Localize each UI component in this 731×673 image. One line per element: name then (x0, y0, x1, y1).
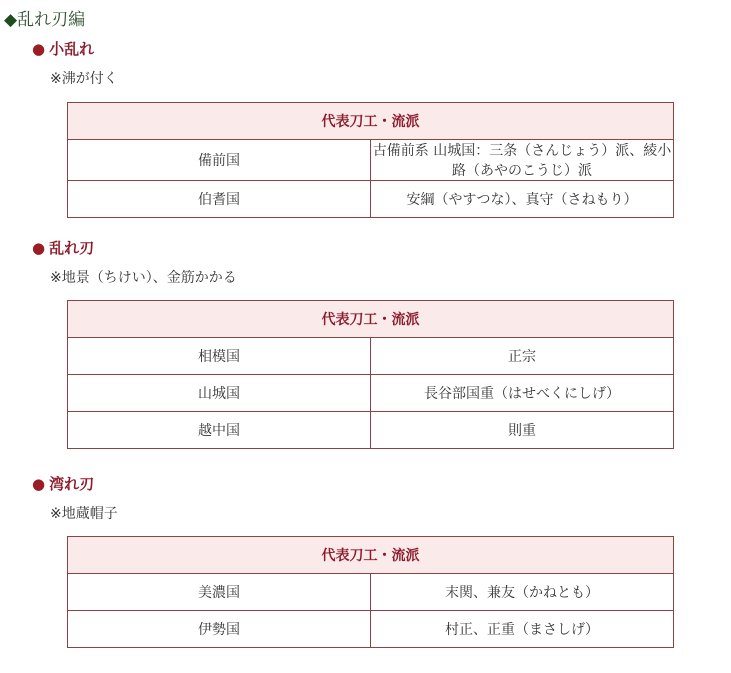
table-header: 代表刀工・流派 (68, 301, 674, 338)
table-header-row (68, 301, 674, 338)
table-header: 代表刀工・流派 (68, 537, 674, 574)
province-cell: 美濃国 (68, 574, 371, 611)
page-title-text: 乱れ刃編 (17, 10, 86, 30)
section-note: ※沸が付く (50, 71, 118, 87)
province-cell: 相模国 (68, 338, 371, 375)
province-cell: 伯耆国 (68, 181, 371, 218)
section-heading-ko-midare (32, 38, 94, 59)
table-row (68, 181, 674, 218)
bullet-icon: ● (32, 475, 46, 493)
table-header: 代表刀工・流派 (68, 103, 674, 140)
table-row (68, 375, 674, 412)
section-note: ※地蔵帽子 (50, 506, 118, 522)
table-row (68, 611, 674, 648)
smiths-cell: 古備前系 山城国：三条（さんじょう）派、綾小路（あやのこうじ）派 (371, 140, 674, 181)
table-row (68, 412, 674, 449)
province-cell: 備前国 (68, 140, 371, 181)
province-cell: 越中国 (68, 412, 371, 449)
smiths-cell: 末関、兼友（かねとも） (371, 574, 674, 611)
smiths-cell: 則重 (371, 412, 674, 449)
section-heading-text: 乱れ刃 (49, 239, 95, 257)
province-cell: 伊勢国 (68, 611, 371, 648)
table-row (68, 574, 674, 611)
province-cell: 山城国 (68, 375, 371, 412)
section-heading-text: 小乱れ (49, 40, 95, 58)
table-row (68, 338, 674, 375)
diamond-icon: ◆ (4, 10, 18, 30)
section-heading-notare (32, 473, 94, 494)
section-note: ※地景（ちけい）、金筋かかる (50, 270, 237, 286)
swordsmith-table (67, 536, 674, 648)
smiths-cell: 安綱（やすつな）、真守（さねもり） (371, 181, 674, 218)
table-header-row (68, 103, 674, 140)
swordsmith-table (67, 300, 674, 449)
smiths-cell: 正宗 (371, 338, 674, 375)
page-title (4, 5, 85, 30)
table-header-row (68, 537, 674, 574)
smiths-cell: 長谷部国重（はせべくにしげ） (371, 375, 674, 412)
bullet-icon: ● (32, 40, 46, 58)
smiths-cell: 村正、正重（まさしげ） (371, 611, 674, 648)
table-row (68, 140, 674, 181)
swordsmith-table (67, 102, 674, 218)
bullet-icon: ● (32, 239, 46, 257)
section-heading-text: 湾れ刃 (49, 475, 95, 493)
section-heading-midareba (32, 237, 94, 258)
